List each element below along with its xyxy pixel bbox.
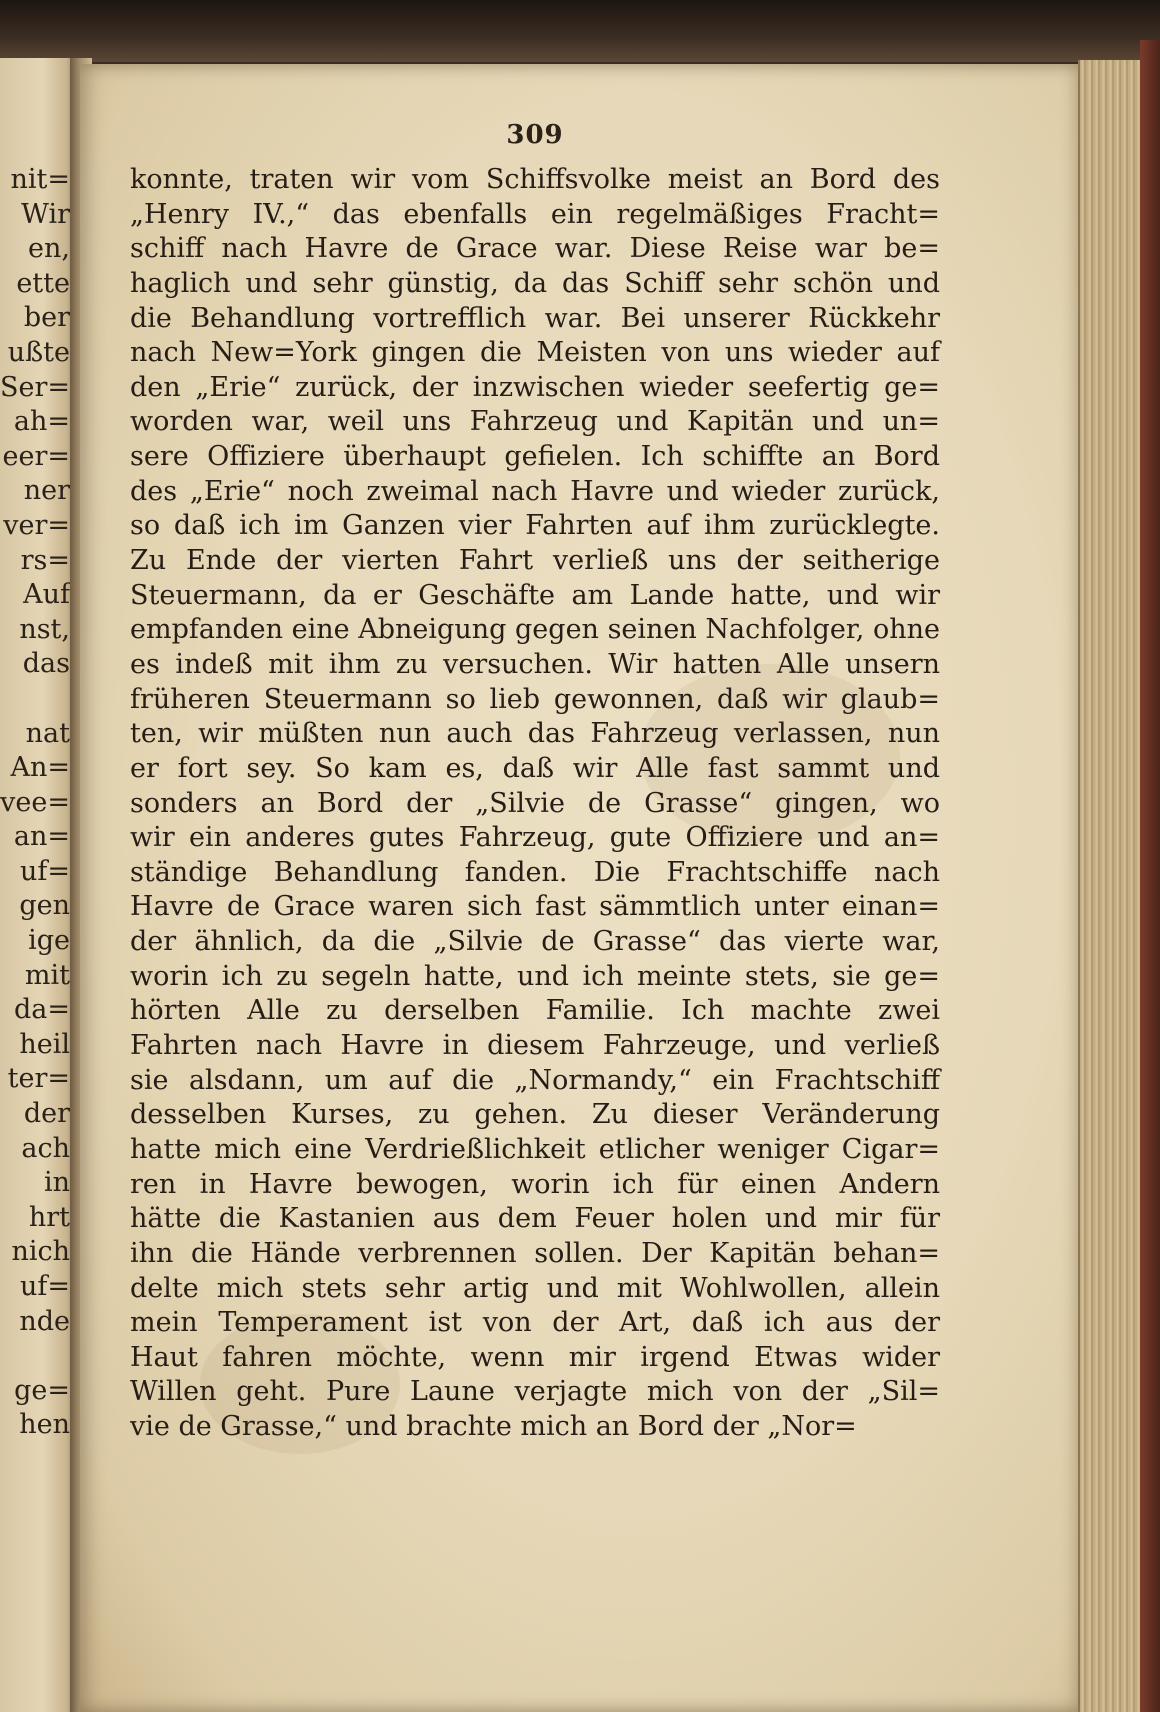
left-page-fragment: das bbox=[22, 648, 70, 680]
text-line: worden war, weil uns Fahrzeug und Kapitän und un= bbox=[130, 406, 940, 438]
text-line: worin ich zu segeln hatte, und ich meinte stets, sie ge= bbox=[130, 960, 940, 992]
text-line: ren in Havre bewogen, worin ich für einen Andern bbox=[130, 1168, 940, 1200]
book-top-edge bbox=[0, 0, 1160, 62]
left-page-fragment: ige bbox=[28, 925, 70, 957]
text-line: sonders an Bord der „Silvie de Grasse“ gingen, wo bbox=[130, 787, 940, 819]
text-line: so daß ich im Ganzen vier Fahrten auf ihm zurücklegte. bbox=[130, 510, 940, 542]
left-page-fragment: eer= bbox=[2, 440, 70, 472]
left-page-fragment: da= bbox=[13, 994, 70, 1026]
left-page-fragment: hen bbox=[19, 1409, 70, 1441]
left-page-fragment: ah= bbox=[13, 406, 70, 438]
left-page-fragment: ber bbox=[23, 302, 70, 334]
left-page-fragment: nat bbox=[25, 717, 70, 749]
left-page-fragment: nich bbox=[11, 1236, 70, 1268]
left-page-fragment: heil bbox=[19, 1028, 70, 1060]
page-body-text bbox=[130, 163, 940, 1445]
text-line: des „Erie“ noch zweimal nach Havre und wieder zurück, bbox=[130, 475, 940, 507]
left-page-fragment: ette bbox=[16, 267, 70, 299]
text-line: die Behandlung vortrefflich war. Bei unserer Rückkehr bbox=[130, 302, 940, 334]
text-line: Fahrten nach Havre in diesem Fahrzeuge, und verließ bbox=[130, 1030, 940, 1062]
left-page-fragment: Auf bbox=[23, 579, 70, 611]
text-line: Zu Ende der vierten Fahrt verließ uns der seitherige bbox=[130, 545, 940, 577]
book-cover-edge bbox=[1140, 40, 1160, 1712]
left-page-text-fragments bbox=[0, 163, 70, 1443]
text-line: ten, wir müßten nun auch das Fahrzeug verlassen, nun bbox=[130, 718, 940, 750]
left-page-fragment: hrt bbox=[28, 1201, 70, 1233]
left-page-fragment bbox=[0, 682, 70, 717]
text-line: es indeß mit ihm zu versuchen. Wir hatten Alle unsern bbox=[130, 648, 940, 680]
left-page-fragment: uf= bbox=[19, 855, 70, 887]
left-page-fragment: in bbox=[43, 1167, 70, 1199]
left-page-fragment: der bbox=[23, 1098, 70, 1130]
text-line: „Henry IV.,“ das ebenfalls ein regelmäßiges Fracht= bbox=[130, 198, 940, 230]
text-line: mein Temperament ist von der Art, daß ich aus der bbox=[130, 1307, 940, 1339]
text-line: ständige Behandlung fanden. Die Frachtschiffe nach bbox=[130, 856, 940, 888]
left-page-fragment: rs= bbox=[20, 544, 70, 576]
text-line: er fort sey. So kam es, daß wir Alle fast sammt und bbox=[130, 752, 940, 784]
text-line: nach New=York gingen die Meisten von uns wieder auf bbox=[130, 337, 940, 369]
left-page-fragment: nit= bbox=[10, 164, 70, 195]
text-line: konnte, traten wir vom Schiffsvolke meist an Bord des bbox=[130, 164, 940, 195]
left-page-fragment: Wir bbox=[21, 198, 70, 230]
text-line: früheren Steuermann so lieb gewonnen, daß wir glaub= bbox=[130, 683, 940, 715]
left-page-fragment: an= bbox=[13, 821, 70, 853]
text-line: der ähnlich, da die „Silvie de Grasse“ das vierte war, bbox=[130, 926, 940, 958]
text-line: desselben Kurses, zu gehen. Zu dieser Veränderung bbox=[130, 1099, 940, 1131]
text-line: sie alsdann, um auf die „Normandy,“ ein Frachtschiff bbox=[130, 1064, 940, 1096]
left-page-fragment: vee= bbox=[0, 786, 70, 818]
left-page-fragment: An= bbox=[10, 752, 70, 784]
left-page bbox=[0, 58, 78, 1712]
text-line: Havre de Grace waren sich fast sämmtlich unter einan= bbox=[130, 891, 940, 923]
text-line: hatte mich eine Verdrießlichkeit etlicher weniger Cigar= bbox=[130, 1133, 940, 1165]
left-page-fragment: uf= bbox=[19, 1271, 70, 1302]
text-line: Willen geht. Pure Laune verjagte mich von der „Sil= bbox=[130, 1376, 940, 1408]
text-line: wir ein anderes gutes Fahrzeug, gute Offiziere und an= bbox=[130, 822, 940, 854]
text-line: empfanden eine Abneigung gegen seinen Nachfolger, ohne bbox=[130, 614, 940, 646]
left-page-fragment bbox=[0, 1339, 70, 1374]
text-line: hörten Alle zu derselben Familie. Ich machte zwei bbox=[130, 995, 940, 1027]
left-page-fragment: ner bbox=[23, 475, 70, 507]
text-line: Haut fahren möchte, wenn mir irgend Etwas wider bbox=[130, 1341, 940, 1373]
text-line: den „Erie“ zurück, der inzwischen wieder seefertig ge= bbox=[130, 371, 940, 403]
page-number: 309 bbox=[506, 120, 564, 150]
text-line: schiff nach Havre de Grace war. Diese Reise war be= bbox=[130, 233, 940, 265]
left-page-fragment: ußte bbox=[7, 336, 70, 368]
text-line: hätte die Kastanien aus dem Feuer holen und mir für bbox=[130, 1203, 940, 1235]
left-page-fragment: ge= bbox=[14, 1374, 70, 1406]
left-page-fragment: Ser= bbox=[0, 371, 71, 403]
left-page-fragment: en, bbox=[28, 233, 70, 265]
left-page-fragment: gen bbox=[19, 890, 70, 922]
left-page-fragment: nde bbox=[19, 1305, 70, 1337]
left-page-fragment: ach bbox=[21, 1132, 70, 1164]
text-line: vie de Grasse,“ und brachte mich an Bord der „Nor= bbox=[130, 1411, 857, 1443]
text-line: delte mich stets sehr artig und mit Wohlwollen, allein bbox=[130, 1272, 940, 1304]
left-page-fragment: mit bbox=[24, 959, 70, 991]
left-page-fragment: ver= bbox=[3, 509, 70, 541]
text-line: haglich und sehr günstig, da das Schiff sehr schön und bbox=[130, 267, 940, 299]
text-line: ihn die Hände verbrennen sollen. Der Kapitän behan= bbox=[130, 1237, 940, 1269]
text-line: sere Offiziere überhaupt gefielen. Ich schiffte an Bord bbox=[130, 441, 940, 473]
left-page-fragment: nst, bbox=[19, 613, 70, 645]
left-page-fragment: ter= bbox=[7, 1063, 70, 1095]
text-line: Steuermann, da er Geschäfte am Lande hatte, und wir bbox=[130, 579, 940, 611]
